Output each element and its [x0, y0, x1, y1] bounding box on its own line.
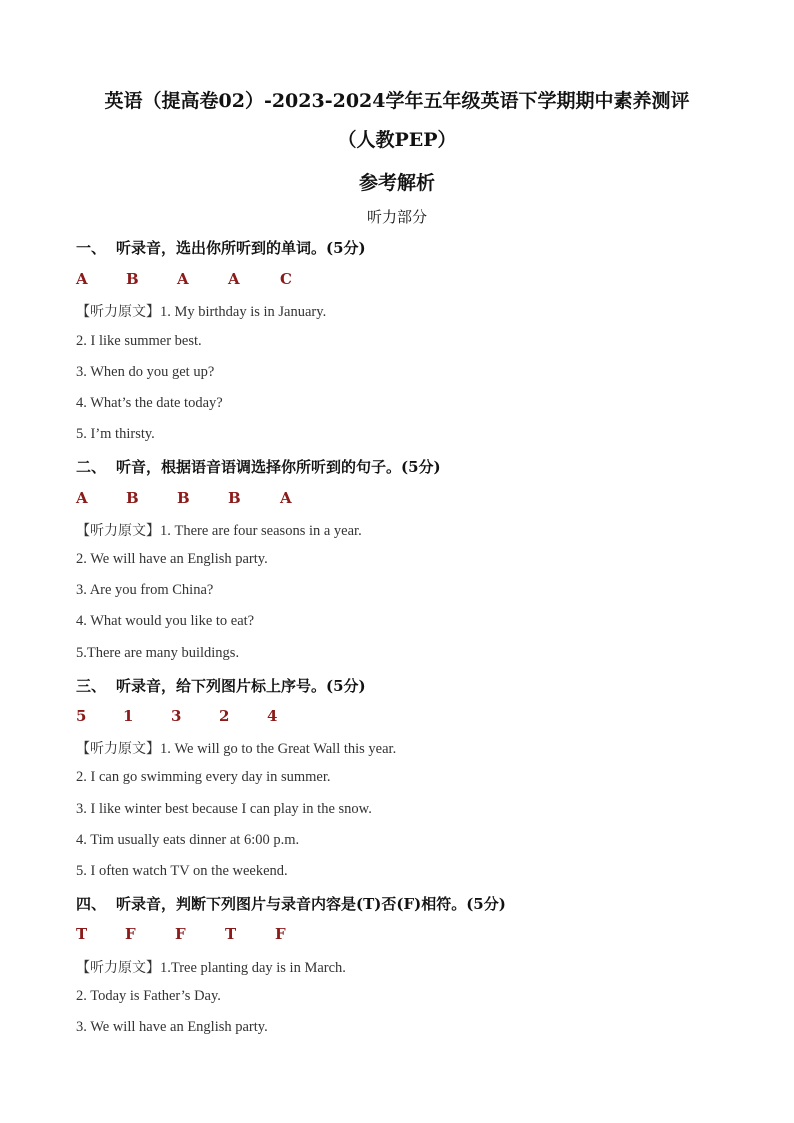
transcript-line: 2. Today is Father’s Day. — [76, 988, 221, 1004]
transcript-line: 5. I’m thirsty. — [76, 426, 155, 442]
section-2-heading — [76, 456, 441, 477]
answer: 5 — [76, 707, 87, 725]
listening-part-heading: 听力部分 — [366, 208, 427, 226]
section-instruction: 听录音，判断下列图片与录音内容是(T)否(F)相符。(5分) — [116, 895, 506, 913]
section-4-heading — [76, 893, 506, 914]
answer: B — [126, 270, 139, 288]
section-instruction: 听录音，选出你所听到的单词。(5分) — [116, 239, 366, 257]
answer-key-heading: 参考解析 — [358, 172, 435, 194]
answer: T — [225, 925, 237, 943]
transcript-line: 【听力原文】1. My birthday is in January. — [76, 304, 327, 320]
transcript-line: 2. We will have an English party. — [76, 551, 268, 567]
transcript-tag: 【听力原文】 — [76, 960, 160, 976]
section-1-heading — [76, 237, 366, 258]
page-title: 英语（提高卷02）-2023-2024学年五年级英语下学期期中素养测评 — [104, 90, 690, 112]
answer: C — [280, 270, 292, 288]
transcript-line: 2. I can go swimming every day in summer. — [76, 769, 331, 785]
transcript-line: 3. I like winter best because I can play in the snow. — [76, 801, 372, 817]
transcript-line: 3. Are you from China? — [76, 582, 214, 598]
transcript-line: 【听力原文】1. There are four seasons in a year. — [76, 523, 362, 539]
answer: 2 — [219, 707, 230, 725]
section-number: 三、 — [76, 677, 107, 695]
section-number: 四、 — [76, 895, 107, 913]
transcript-line: 4. What’s the date today? — [76, 395, 223, 411]
transcript-line: 【听力原文】1. We will go to the Great Wall this year. — [76, 741, 397, 757]
answer: B — [126, 489, 139, 507]
section-number: 一、 — [76, 239, 107, 257]
answer: F — [125, 925, 136, 943]
answer: T — [76, 925, 88, 943]
transcript-line: 【听力原文】1.Tree planting day is in March. — [76, 960, 346, 976]
transcript-line: 5. I often watch TV on the weekend. — [76, 863, 288, 879]
transcript-line: 3. When do you get up? — [76, 364, 215, 380]
transcript-tag: 【听力原文】 — [76, 741, 160, 757]
transcript-line: 5.There are many buildings. — [76, 645, 240, 661]
answer: A — [228, 270, 240, 288]
section-instruction: 听音，根据语音语调选择你所听到的句子。(5分) — [116, 458, 441, 476]
answer: F — [175, 925, 186, 943]
answer: A — [280, 489, 292, 507]
transcript-line: 4. Tim usually eats dinner at 6:00 p.m. — [76, 832, 300, 848]
transcript-line: 3. We will have an English party. — [76, 1019, 268, 1035]
answer: 4 — [267, 707, 278, 725]
answer: B — [177, 489, 190, 507]
transcript-line: 4. What would you like to eat? — [76, 613, 255, 629]
answer: A — [76, 489, 88, 507]
transcript-tag: 【听力原文】 — [76, 304, 160, 320]
section-3-heading — [76, 675, 366, 696]
answer: 1 — [123, 707, 134, 725]
answer: A — [76, 270, 88, 288]
section-instruction: 听录音，给下列图片标上序号。(5分) — [116, 677, 366, 695]
page-subtitle: （人教PEP） — [337, 129, 457, 151]
transcript-line: 2. I like summer best. — [76, 333, 202, 349]
answer: B — [228, 489, 241, 507]
section-number: 二、 — [76, 458, 107, 476]
transcript-tag: 【听力原文】 — [76, 523, 160, 539]
answer: A — [177, 270, 189, 288]
answer: 3 — [171, 707, 182, 725]
answer: F — [275, 925, 286, 943]
